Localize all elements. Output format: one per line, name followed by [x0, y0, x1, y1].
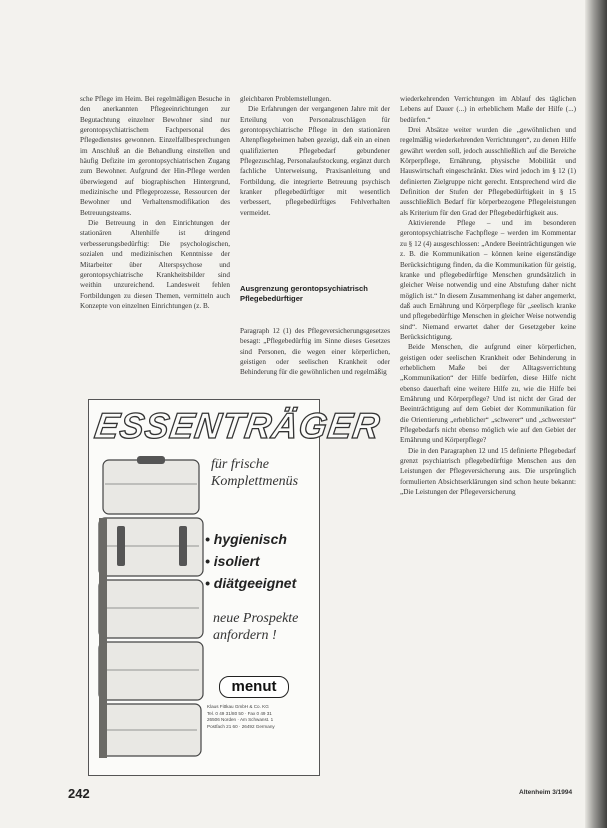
address-line: 26506 Norden · Am Schwanst. 1: [207, 717, 274, 722]
page-binding-shadow: [585, 0, 607, 828]
paragraph: sche Pflege im Heim. Bei regelmäßigen Besuche in den anerkannten Pflegeeinrichtungen zur Begutachtung einzelner Bewohner sind nur gerontopsychiatrischem Fachpersonal des Pflegedienstes gewonnen. Einzelfallbesprechungen im Anschluß an die Behandlung einstellen und häufig Defizite im gerontopsychiatrischen Zugang zum Bewohner. Aufgrund der Hin-Pflege werden überwiegend auf biographischen Hintergrund, medizinische und Pflegeprozesse, Ressourcen der Bewohner und Verhaltensmodifikation des Betreuungsteams.: [80, 95, 230, 217]
ad-cta-line: neue Prospekte: [213, 611, 299, 626]
brand-logo: menut: [219, 676, 289, 698]
ad-cta-line: anfordern !: [213, 628, 277, 643]
ad-tagline-line: Komplettmenüs: [211, 474, 299, 489]
ad-tagline: [211, 456, 311, 490]
ad-tagline-line: für frische: [211, 457, 269, 472]
ad-contact-address: [207, 704, 311, 730]
paragraph: wiederkehrenden Verrichtungen im Ablauf des täglichen Lebens auf Dauer (...) in erheblichem Maße der Hilfe (...) bedürfen.“: [400, 95, 576, 124]
paragraph: Beide Menschen, die aufgrund einer körperlichen, geistigen oder seelischen Krankheit oder Behinderung in erheblichem Maße bei der Alltagsverrichtung „Kommunikation“ der Hilfe bedürfen, diese Hilfe nicht ebenso dauerhaft eine weitere Hilfe zu, wie die Hilfe bei Ernährung und Körperpflege? Und ist nicht der Grad der Beeinträchtigung auf dem Gebiet der Kommunikation für die Orientierung „erheblicher“ „schwerer“ und „schwerster“ Pflegebedarfs nicht ebenso möglich wie auf den Gebiet der Ernährung und Körperpflege?: [400, 343, 576, 445]
ad-feature-list: [205, 528, 296, 594]
advertisement: [88, 399, 383, 776]
paragraph: Drei Absätze weiter wurden die „gewöhnlichen und regelmäßig wiederkehrenden Verrichtungen“, zu denen Hilfe gewährt werden soll, jedoch ausschließlich auf die Bereiche Körperpflege, Ernährung, physische Mobilität und Hauswirtschaft eingeschränkt. Dies wird jedoch im § 12 (1) definierten Zielgruppe nicht gerecht. Entsprechend wird die Definition der Stufen der Pflegebedürftigkeit in § 15 ausschließlich Bedarf für körperbezogene Pflegeleistungen als Kriterium für den Grad der Pflegebedürftigkeit aus.: [400, 126, 576, 217]
paragraph: Die Betreuung in den Einrichtungen der stationären Altenhilfe ist dringend verbesserungsbedürftig: Die psychologischen, sozialen und medizinischen Kenntnisse der Mitarbeiter über Alterspsychose und gerontopsychiatrische Krankheitsbilder sind weithin unzureichend. Landesweit fehlen Fortbildungen zu diesen Themen, vermitteln auch Konzepte von einzelnen Einrichtungen (z. B.: [80, 219, 230, 310]
paragraph: Die in den Paragraphen 12 und 15 definierte Pflegebedarf grenzt psychiatrisch pflegebedürftige Menschen aus den Leistungen der Pflegeversicherung aus. Die ursprünglich formulierten Absichtserklärungen sind schon heute bekannt: „Die Leistungen der Pflegeversicherung: [400, 446, 576, 497]
section-subheading: Ausgrenzung gerontopsychiatrisch Pflegebedürftiger: [240, 284, 368, 303]
page-number: 242: [68, 786, 90, 801]
ad-title: ESSENTRÄGER: [92, 405, 383, 446]
text-column-2-continued: [240, 326, 390, 390]
ad-call-to-action: [213, 610, 313, 644]
food-container-stack-illustration: [97, 454, 209, 764]
text-column-3: [400, 94, 576, 754]
address-line: Klaus Fittkau GmbH & Co. KG: [207, 704, 269, 709]
journal-issue: Altenheim 3/1994: [519, 789, 573, 796]
text-column-1: [80, 94, 230, 384]
paragraph: Die Erfahrungen der vergangenen Jahre mit der Erteilung von Personalzuschlägen für gerontopsychiatrische Pflege in den stationären Altenpflegeheimen haben gezeigt, daß ein an einen qualifizierten Pflegebedarf gebundener Pflegezuschlag, Personalaufstockung, ergänzt durch fachliche Unterweisung, Praxisanleitung und Fortbildung, die integrierte Betreuung psychisch kranker pflegebedürftiger mit wesentlich verbessert, pflegebedürftiges Fehlverhalten vermeidet.: [240, 105, 390, 217]
ad-feature: • diätgeeignet: [205, 572, 296, 594]
paragraph: Paragraph 12 (1) des Pflegeversicherungsgesetzes besagt: „Pflegebedürftig im Sinne dieses Gesetzes sind Personen, die wegen einer körperlichen, geistigen oder seelischen Krankheit oder Behinderung für die gewöhnlichen und regelmäßig: [240, 327, 390, 377]
paragraph: Aktivierende Pflege – und im besonderen gerontopsychiatrische Fachpflege – werden im Kommentar zu § 12 (4) ausgeschlossen: „Andere Beeinträchtigungen wie z. B. die Kommunikation – können keine eigenständige Berücksichtigung finden, da die Kommunikation für geistig, kranke und pflegebedürftige Menschen grundsätzlich in gleicher Weise notwendig und eine Abstufung daher nicht möglich ist.“ In diesem Zusammenhang ist daher angemerkt, daß auch Ernährung und Körperpflege für „seelisch kranke und pflegebedürftige Menschen in gleicher Weise notwendig sind“. Niemand erwartet daher der Gesetzgeber keine Berücksichtigung.: [400, 219, 576, 341]
paragraph: gleichbaren Problemstellungen.: [240, 95, 332, 103]
ad-feature: • hygienisch: [205, 528, 296, 550]
address-line: Tel. 0 49 31/80 50 · Fax 0 49 31: [207, 710, 272, 716]
ad-feature: • isoliert: [205, 550, 296, 572]
address-line: Postfach 21 60 · 26492 Germany: [207, 723, 275, 729]
text-column-2: [240, 94, 390, 269]
